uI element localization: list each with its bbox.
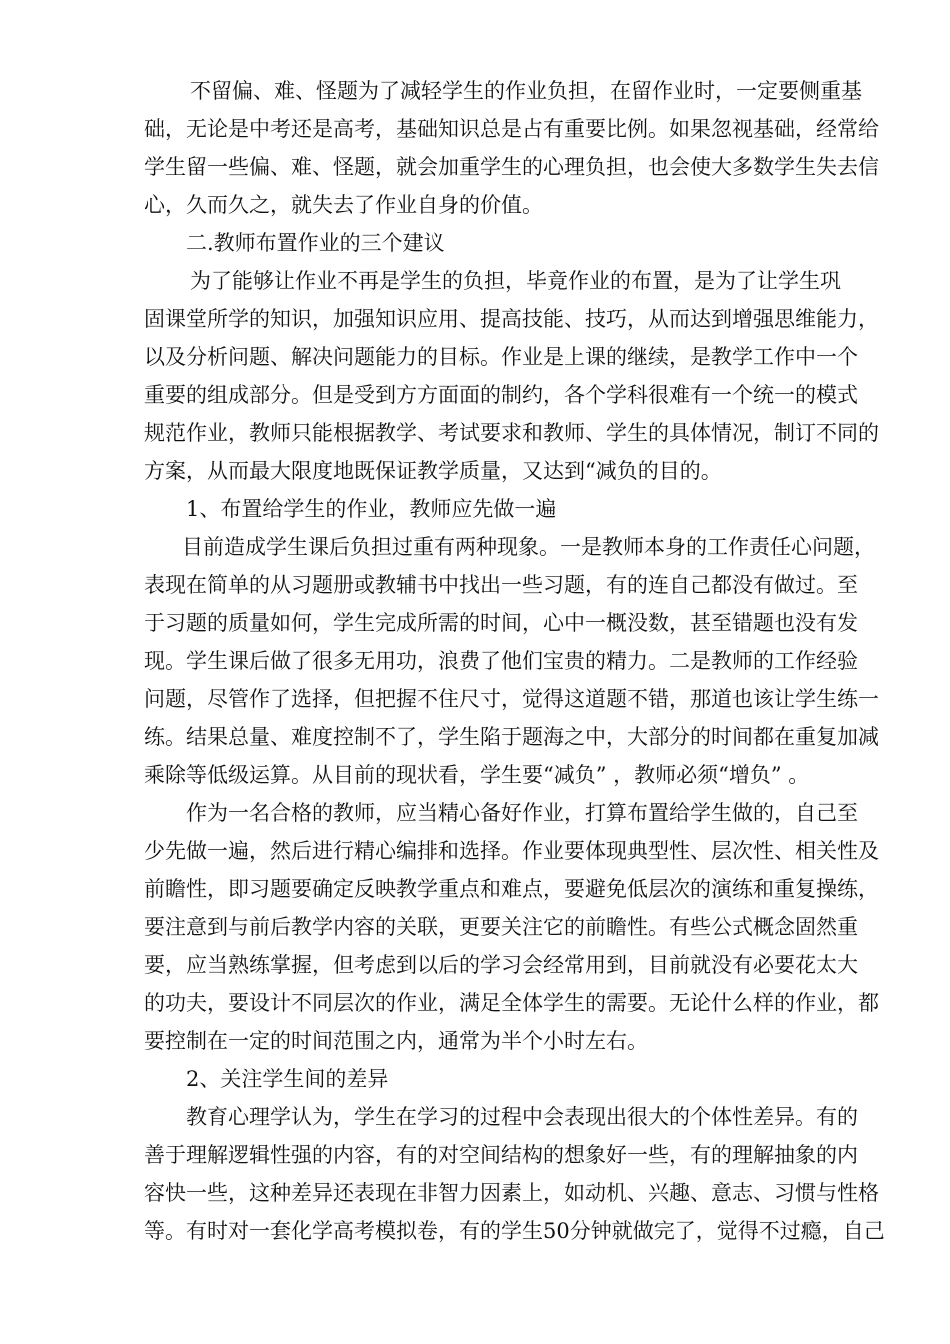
text-line: 方案，从而最大限度地既保证教学质量，又达到“减负的目的。 — [144, 459, 722, 483]
text-line: 要注意到与前后教学内容的关联，更要关注它的前瞻性。有些公式概念固然重 — [144, 915, 858, 939]
text-line: 问题，尽管作了选择，但把握不住尺寸，觉得这道题不错，那道也该让学生练一 — [144, 687, 879, 711]
text-line: 固课堂所学的知识，加强知识应用、提高技能、技巧，从而达到增强思维能力， — [144, 307, 879, 331]
text-line: 等。有时对一套化学高考模拟卷，有的学生50分钟就做完了，觉得不过瘾，自己 — [144, 1219, 885, 1243]
section-heading: 二.教师布置作业的三个建议 — [186, 231, 445, 255]
text-line: 前瞻性，即习题要确定反映教学重点和难点，要避免低层次的演练和重复操练， — [144, 877, 879, 901]
text-line: 现。学生课后做了很多无用功，浪费了他们宝贵的精力。二是教师的工作经验 — [144, 649, 858, 673]
text-line: 教育心理学认为，学生在学习的过程中会表现出很大的个体性差异。有的 — [186, 1105, 858, 1129]
text-line: 容快一些，这种差异还表现在非智力因素上，如动机、兴趣、意志、习惯与性格 — [144, 1181, 879, 1205]
text-line: 乘除等低级运算。从目前的现状看，学生要“减负” ，教师必须“增负” 。 — [144, 763, 810, 787]
text-line: 表现在简单的从习题册或教辅书中找出一些习题，有的连自己都没有做过。至 — [144, 573, 858, 597]
text-line: 善于理解逻辑性强的内容，有的对空间结构的想象好一些，有的理解抽象的内 — [144, 1143, 858, 1167]
text-line: 规范作业，教师只能根据教学、考试要求和教师、学生的具体情况，制订不同的 — [144, 421, 879, 445]
text-line: 以及分析问题、解决问题能力的目标。作业是上课的继续，是教学工作中一个 — [144, 345, 858, 369]
text-line: 少先做一遍，然后进行精心编排和选择。作业要体现典型性、层次性、相关性及 — [144, 839, 879, 863]
text-line: 心，久而久之，就失去了作业自身的价值。 — [144, 193, 543, 217]
text-line: 于习题的质量如何，学生完成所需的时间，心中一概没数，甚至错题也没有发 — [144, 611, 858, 635]
text-line: 作为一名合格的教师，应当精心备好作业，打算布置给学生做的，自己至 — [186, 801, 858, 825]
text-line: 要控制在一定的时间范围之内，通常为半个小时左右。 — [144, 1029, 648, 1053]
text-line: 础，无论是中考还是高考，基础知识总是占有重要比例。如果忽视基础，经常给 — [144, 117, 879, 141]
document-body — [144, 72, 904, 1250]
text-line: 重要的组成部分。但是受到方方面面的制约，各个学科很难有一个统一的模式 — [144, 383, 858, 407]
text-line: 目前造成学生课后负担过重有两种现象。一是教师本身的工作责任心问题， — [182, 535, 875, 559]
text-line: 的功夫，要设计不同层次的作业，满足全体学生的需要。无论什么样的作业，都 — [144, 991, 879, 1015]
text-line: 为了能够让作业不再是学生的负担，毕竟作业的布置，是为了让学生巩 — [190, 269, 841, 293]
subsection-heading: 1、布置给学生的作业，教师应先做一遍 — [186, 497, 557, 521]
text-line: 不留偏、难、怪题为了减轻学生的作业负担，在留作业时，一定要侧重基 — [190, 79, 862, 103]
subsection-heading: 2、关注学生间的差异 — [186, 1067, 389, 1091]
text-line: 学生留一些偏、难、怪题，就会加重学生的心理负担，也会使大多数学生失去信 — [144, 155, 879, 179]
text-line: 要，应当熟练掌握，但考虑到以后的学习会经常用到，目前就没有必要花太大 — [144, 953, 858, 977]
text-line: 练。结果总量、难度控制不了，学生陷于题海之中，大部分的时间都在重复加减 — [144, 725, 879, 749]
